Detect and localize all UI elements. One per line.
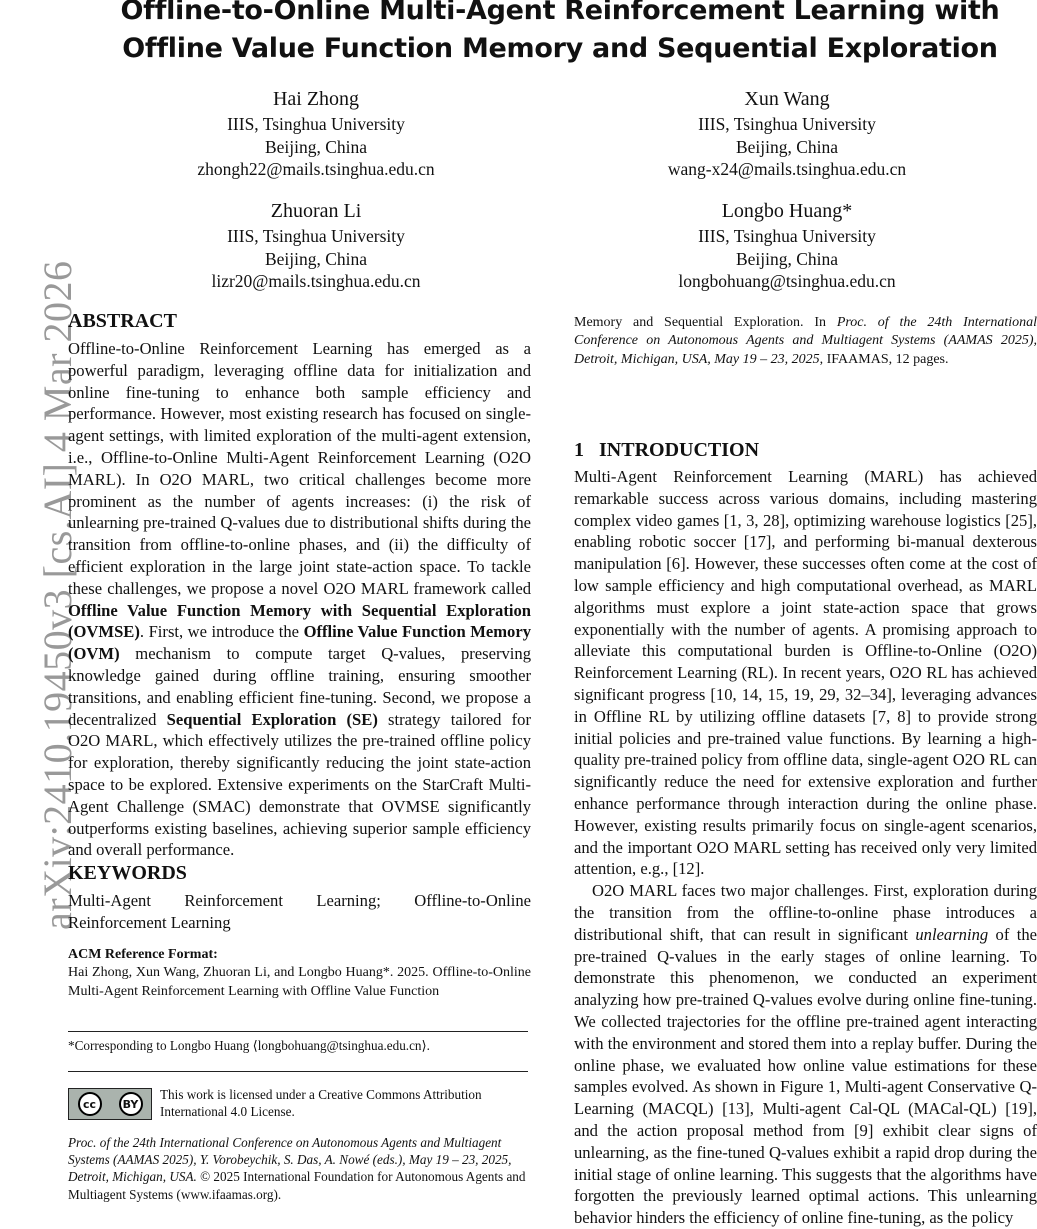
- author-name: Longbo Huang*: [721, 200, 853, 222]
- author-affiliation: IIIS, Tsinghua University: [227, 226, 405, 246]
- author-email: lizr20@mails.tsinghua.edu.cn: [211, 271, 421, 291]
- abstract-text: [68, 338, 531, 861]
- intro-p2-emphasis: unlearning: [915, 924, 989, 944]
- intro-paragraph-2: [574, 880, 1037, 1229]
- cc-icon: cc: [78, 1092, 102, 1116]
- author-email: wang-x24@mails.tsinghua.edu.cn: [667, 159, 907, 179]
- abstract-heading: ABSTRACT: [68, 310, 177, 332]
- author-location: Beijing, China: [264, 248, 368, 269]
- author-email: longbohuang@tsinghua.edu.cn: [678, 271, 896, 291]
- keywords-section: [68, 860, 531, 934]
- author-location: Beijing, China: [735, 136, 839, 157]
- proceedings-italic: Proc. of the 24th International Conference on Autonomous Agents and Multiagent Systems (AAMAS 2025), Y. Vorobeychik, S. Das, A. Nowé (eds.), May 19 – 23, 2025, Detroit, Michigan, USA.: [68, 1135, 512, 1185]
- abstract-section: [68, 308, 531, 861]
- abstract-text-part: strategy tailored for O2O MARL, which effectively utilizes the pre-trained offline policy for exploration, thereby significantly reducing the joint state-action space to be explored. Extensive experiments on the StarCraft Multi-Agent Challenge (SMAC) demonstrate that OVMSE significantly outperforms existing baselines, achieving superior sample efficiency and overall performance.: [68, 709, 531, 860]
- author-location: Beijing, China: [735, 248, 839, 269]
- acm-ref-cont-text: Memory and Sequential Exploration. In: [574, 315, 837, 330]
- author-name: Xun Wang: [744, 88, 830, 110]
- acm-ref-cont-end: , IFAAMAS, 12 pages.: [819, 351, 949, 367]
- author-block: [622, 198, 952, 293]
- author-affiliation: IIIS, Tsinghua University: [227, 114, 405, 134]
- arxiv-stamp: [0, 0, 80, 1200]
- acm-ref-cont-italic: Proc. of the 24th International Conference on Autonomous Agents and Multiagent Systems (AAMAS 2025), Detroit, Michigan, USA, May 19 – 23, 2025: [574, 315, 1037, 367]
- proceedings-info: [68, 1134, 531, 1203]
- by-attribution-icon: BY: [119, 1092, 143, 1116]
- abstract-text-part: mechanism to compute target Q-values, preserving knowledge gained during offline training, ensuring smoother transitions, and enabling efficient fine-tuning. Second, we propose a decentralized: [68, 644, 531, 729]
- author-name: Zhuoran Li: [270, 200, 362, 222]
- acm-reference: [68, 946, 531, 1001]
- intro-p2-text: of the pre-trained Q-values in the early stages of online learning. To demonstrate this phenomenon, we conducted an experiment analyzing how pre-trained Q-values evolve during online fine-tuning. We collected trajectories for the offline pre-trained agent interacting with the environment and stored them into a replay buffer. During the online phase, we evaluated how online value estimations for these samples evolved. As shown in Figure 1, Multi-agent Conservative Q-Learning (MACQL) [13], Multi-agent Cal-QL (MACal-QL) [19], and the action proposal method from [9] exhibit clear signs of unlearning, as the fine-tuned Q-values exhibit a rapid drop during the initial stage of online learning. This suggests that the algorithms have forgotten the previously learned optimal actions. This unlearning behavior hinders the efficiency of online fine-tuning, as the policy: [574, 924, 1037, 1228]
- abstract-text-part: . First, we introduce the: [139, 622, 304, 642]
- title-line-2: Offline Value Function Memory and Sequential Exploration: [122, 33, 998, 64]
- footnote: *Corresponding to Longbo Huang ⟨longbohuang@tsinghua.edu.cn⟩.: [68, 1038, 430, 1053]
- author-location: Beijing, China: [264, 136, 368, 157]
- intro-p2-text: O2O MARL faces two major challenges. First, exploration during the transition from the offline-to-online phase introduces a distributional shift, that can result in significant: [574, 881, 1037, 944]
- title-line-1: Offline-to-Online Multi-Agent Reinforcement Learning with: [120, 0, 1000, 26]
- abstract-bold-ovmse: Offline Value Function Memory with Sequential Exploration (OVMSE): [68, 600, 531, 642]
- introduction-heading: 1 INTRODUCTION: [574, 439, 760, 461]
- acm-reference-heading: ACM Reference Format:: [68, 947, 218, 962]
- acm-reference-text: Hai Zhong, Xun Wang, Zhuoran Li, and Longbo Huang*. 2025. Offline-to-Online Multi-Agent Reinforcement Learning with Offline Value Function: [68, 965, 531, 999]
- introduction-section: [574, 437, 1037, 1229]
- keywords-text: Multi-Agent Reinforcement Learning; Offline-to-Online Reinforcement Learning: [68, 891, 531, 932]
- author-name: Hai Zhong: [272, 88, 360, 110]
- author-block: [622, 86, 952, 181]
- author-email: zhongh22@mails.tsinghua.edu.cn: [197, 159, 435, 179]
- author-affiliation: IIIS, Tsinghua University: [698, 114, 876, 134]
- license-text: This work is licensed under a Creative Commons Attribution International 4.0 License.: [160, 1087, 482, 1120]
- paper-title: [60, 0, 1037, 68]
- acm-reference-continued: [574, 314, 1037, 369]
- license-divider: [68, 1071, 528, 1072]
- abstract-bold-ovm: Offline Value Function Memory (OVM): [68, 622, 532, 664]
- abstract-bold-se: Sequential Exploration (SE): [166, 709, 378, 729]
- abstract-text-part: Offline-to-Online Reinforcement Learning has emerged as a powerful paradigm, leveraging offline data for initialization and online fine-tuning to enhance both sample efficiency and performance. However, most existing research has focused on single-agent settings, with limited exploration of the multi-agent extension, i.e., Offline-to-Online Multi-Agent Reinforcement Learning (O2O MARL). In O2O MARL, two critical challenges become more prominent as the number of agents increases: (i) the risk of unlearning pre-trained Q-values due to distributional shifts during the transition from offline-to-online phases, and (ii) the difficulty of efficient exploration in the large joint state-action space. To tackle these challenges, we propose a novel O2O MARL framework called: [68, 339, 531, 598]
- arxiv-identifier: arXiv:2410.19450v3 [cs.AI] 4 Mar 2026: [35, 260, 80, 930]
- cc-license-badge[interactable]: [68, 1088, 152, 1120]
- proceedings-copyright: © 2025 International Foundation for Autonomous Agents and Multiagent Systems (www.ifaamas.org).: [68, 1169, 526, 1202]
- footnote-divider: [68, 1031, 528, 1032]
- intro-paragraph-1: Multi-Agent Reinforcement Learning (MARL) has achieved remarkable success across various domains, including mastering complex video games [1, 3, 28], optimizing warehouse logistics [25], enabling robotic soccer [17], and performing bi-manual dexterous manipulation [6]. However, these successes often come at the cost of low sample efficiency and high computational overhead, as MARL algorithms must explore a joint state-action space that grows exponentially with the number of agents. A promising approach to alleviate this computational burden is Offline-to-Online (O2O) Reinforcement Learning (RL). In recent years, O2O RL has achieved significant progress [10, 14, 15, 19, 29, 32–34], leveraging advances in Offline RL by utilizing offline datasets [7, 8] to provide strong initial policies and pre-trained value functions. By learning a high-quality pre-trained policy from offline data, single-agent O2O RL can significantly reduce the need for extensive exploration and further enhance performance through interaction during the online phase. However, existing results primarily focus on single-agent scenarios, and the important O2O MARL setting has received only very limited attention, e.g., [12].: [574, 467, 1037, 879]
- author-block: [151, 86, 481, 181]
- author-block: [151, 198, 481, 293]
- keywords-heading: KEYWORDS: [68, 862, 187, 884]
- author-affiliation: IIIS, Tsinghua University: [698, 226, 876, 246]
